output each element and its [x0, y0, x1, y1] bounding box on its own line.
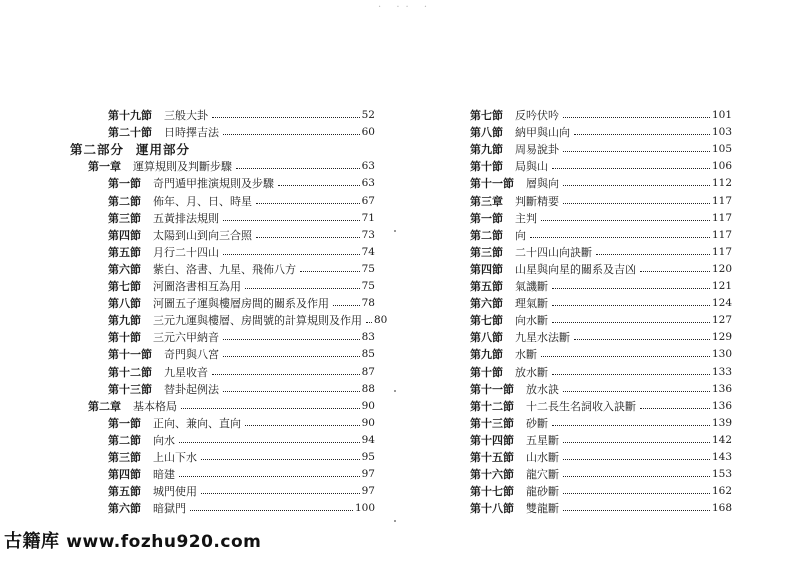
- toc-entry-page: 95: [361, 451, 375, 463]
- toc-entry: [470, 447, 732, 464]
- dot-leader: [563, 459, 710, 460]
- toc-entry: [108, 310, 388, 328]
- toc-entry-number: 第四節: [470, 262, 503, 276]
- toc-entry-title: 水斷: [515, 348, 537, 362]
- toc-entry-page: 63: [361, 177, 375, 190]
- dot-leader: [212, 374, 360, 375]
- toc-entry-title: 放水斷: [515, 365, 548, 379]
- toc-entry-page: 112: [711, 177, 732, 190]
- toc-entry-page: 124: [711, 297, 732, 310]
- scan-artifact: · ·· ·: [378, 2, 434, 13]
- dot-leader: [212, 117, 360, 118]
- toc-entry-number: 第十節: [470, 365, 503, 379]
- toc-entry-title: 佈年、月、日、時星: [153, 194, 252, 208]
- toc-entry: [108, 191, 375, 208]
- toc-entry: [108, 208, 375, 225]
- toc-entry-title: 龍砂斷: [526, 485, 559, 499]
- dot-leader: [201, 493, 360, 494]
- toc-entry: [70, 139, 192, 156]
- toc-entry-number: 第四節: [108, 228, 141, 242]
- toc-entry-page: 67: [361, 194, 375, 207]
- toc-entry: [470, 464, 732, 481]
- toc-entry-page: 121: [711, 280, 732, 292]
- toc-entry: [470, 498, 732, 515]
- toc-entry-title: 替卦起例法: [164, 382, 219, 396]
- toc-entry-title: 二十四山向訣斷: [515, 245, 592, 259]
- toc-entry-page: 63: [361, 160, 375, 173]
- toc-entry-title: 五黃排法規則: [153, 211, 219, 225]
- toc-entry-page: 52: [361, 109, 375, 121]
- toc-entry-title: 局與山: [515, 160, 548, 174]
- toc-entry-title: 暗獄門: [153, 502, 186, 516]
- toc-entry-page: 136: [711, 399, 732, 412]
- toc-entry-title: 河圖五子運與樓層房間的關系及作用: [153, 297, 329, 311]
- toc-entry-number: 第三節: [108, 211, 141, 225]
- toc-entry: [470, 225, 732, 242]
- toc-entry-number: 第五節: [470, 280, 503, 293]
- toc-entry-title: 氣譏斷: [515, 280, 548, 293]
- dot-leader: [245, 288, 360, 289]
- toc-entry: [108, 259, 375, 276]
- toc-entry: [470, 327, 732, 344]
- toc-entry-number: 第三章: [470, 194, 503, 208]
- dot-leader: [278, 185, 360, 186]
- toc-entry: [470, 191, 732, 208]
- toc-entry-title: 山星與向星的關系及吉凶: [515, 262, 636, 276]
- toc-entry-title: 日時擇吉法: [164, 126, 219, 140]
- toc-entry-page: 162: [711, 485, 732, 498]
- toc-entry: [108, 498, 375, 515]
- toc-entry-title: 周易說卦: [515, 143, 559, 157]
- toc-entry-number: 第十四節: [470, 433, 514, 447]
- dot-leader: [574, 134, 710, 135]
- toc-entry: [470, 259, 732, 276]
- toc-entry-page: 74: [361, 245, 375, 258]
- toc-entry-title: 上山下水: [153, 451, 197, 464]
- toc-entry-page: 168: [711, 502, 732, 515]
- dot-leader: [563, 117, 710, 118]
- toc-entry-page: 80: [374, 314, 388, 327]
- toc-entry: [108, 379, 375, 396]
- toc-entry-page: 75: [361, 280, 375, 292]
- dot-leader: [223, 339, 360, 340]
- toc-entry-title: 雙龍斷: [526, 502, 559, 516]
- dot-leader: [563, 185, 710, 186]
- toc-entry-title: 暗建: [153, 468, 175, 482]
- toc-entry-page: 73: [361, 228, 375, 241]
- toc-entry: [108, 327, 375, 344]
- toc-entry-title: 奇門遁甲推演規則及步驟: [153, 177, 274, 191]
- toc-entry: [108, 447, 375, 464]
- toc-entry-page: 139: [711, 416, 732, 429]
- dot-leader: [256, 203, 360, 204]
- toc-entry-number: 第五節: [108, 245, 141, 259]
- toc-entry-number: 第十七節: [470, 485, 514, 499]
- toc-entry-number: 第一節: [108, 177, 141, 191]
- toc-entry-number: 第七節: [470, 109, 503, 122]
- dot-leader: [300, 271, 360, 272]
- toc-entry-number: 第二部分: [70, 142, 125, 158]
- toc-entry-title: 反吟伏吟: [515, 109, 559, 122]
- spine-dot: [394, 520, 396, 522]
- toc-entry-number: 第六節: [470, 297, 503, 311]
- dot-leader: [563, 151, 710, 152]
- dot-leader: [223, 391, 360, 392]
- toc-entry-title: 紫白、洛書、九星、飛佈八方: [153, 262, 296, 276]
- toc-entry-number: 第十五節: [470, 451, 514, 464]
- toc-entry-title: 十二長生名詞收入訣斷: [526, 399, 636, 413]
- toc-entry-title: 九星收音: [164, 365, 208, 379]
- toc-entry-page: 105: [711, 143, 732, 156]
- toc-entry-number: 第二節: [470, 228, 503, 242]
- toc-entry-number: 第二章: [88, 399, 121, 413]
- toc-entry-page: 129: [711, 331, 732, 344]
- toc-entry-page: 142: [711, 433, 732, 446]
- toc-entry-number: 第六節: [108, 262, 141, 276]
- toc-entry: [470, 481, 732, 498]
- toc-entry-number: 第十二節: [470, 399, 514, 413]
- dot-leader: [236, 168, 360, 169]
- dot-leader: [574, 339, 710, 340]
- toc-entry-page: 117: [711, 194, 732, 207]
- toc-entry-number: 第十節: [470, 160, 503, 174]
- toc-entry-number: 第七節: [470, 314, 503, 328]
- site-name: 古籍库: [4, 531, 60, 552]
- dot-leader: [552, 374, 710, 375]
- toc-entry-title: 基本格局: [133, 399, 177, 413]
- toc-entry-number: 第二節: [108, 194, 141, 208]
- toc-entry-page: 97: [361, 485, 375, 498]
- toc-entry-number: 第五節: [108, 485, 141, 499]
- toc-entry-title: 運用部分: [136, 142, 191, 158]
- toc-entry-number: 第十節: [108, 331, 141, 345]
- toc-entry: [88, 156, 375, 173]
- toc-entry-title: 主判: [515, 211, 537, 225]
- toc-entry-title: 納甲與山向: [515, 126, 570, 140]
- toc-entry-number: 第一節: [108, 416, 141, 430]
- dot-leader: [223, 134, 360, 135]
- toc-entry-page: 90: [361, 399, 375, 412]
- dot-leader: [541, 220, 710, 221]
- toc-entry: [470, 413, 732, 430]
- toc-entry-number: 第四節: [108, 468, 141, 482]
- dot-leader: [552, 305, 710, 306]
- toc-entry-page: 97: [361, 468, 375, 481]
- toc-entry: [470, 156, 732, 173]
- toc-entry-number: 第一章: [88, 160, 121, 174]
- toc-entry: [108, 105, 375, 122]
- dot-leader: [596, 254, 710, 255]
- toc-entry: [470, 362, 732, 379]
- toc-entry: [108, 464, 375, 481]
- dot-leader: [366, 322, 372, 323]
- toc-entry-page: 117: [711, 228, 732, 241]
- toc-entry-number: 第九節: [108, 314, 141, 328]
- toc-entry: [108, 173, 375, 190]
- dot-leader: [563, 203, 710, 204]
- toc-entry-page: 87: [361, 365, 375, 378]
- toc-entry-page: 117: [711, 211, 732, 224]
- toc-entry-title: 向: [515, 228, 526, 242]
- toc-entry-page: 94: [361, 433, 375, 446]
- toc-entry-number: 第二十節: [108, 126, 152, 140]
- toc-entry-title: 三般大卦: [164, 109, 208, 122]
- toc-entry-page: 101: [711, 109, 732, 121]
- dot-leader: [552, 425, 710, 426]
- toc-entry: [470, 208, 732, 225]
- toc-entry-page: 106: [711, 160, 732, 173]
- toc-entry-page: 120: [711, 262, 732, 275]
- toc-entry-page: 90: [361, 416, 375, 429]
- toc-entry-page: 153: [711, 468, 732, 481]
- toc-entry-page: 133: [711, 365, 732, 378]
- dot-leader: [563, 442, 710, 443]
- toc-entry-number: 第二節: [108, 433, 141, 447]
- dot-leader: [190, 510, 353, 511]
- toc-entry-page: 117: [711, 245, 732, 258]
- toc-entry-number: 第九節: [470, 143, 503, 157]
- toc-entry-number: 第十八節: [470, 502, 514, 516]
- dot-leader: [179, 476, 360, 477]
- dot-leader: [201, 459, 360, 460]
- dot-leader: [179, 442, 360, 443]
- toc-entry-number: 第十三節: [470, 416, 514, 430]
- toc-entry: [108, 122, 375, 139]
- dot-leader: [530, 237, 710, 238]
- toc-entry-number: 第八節: [470, 126, 503, 140]
- dot-leader: [223, 356, 360, 357]
- toc-entry: [470, 276, 732, 293]
- toc-entry-page: 130: [711, 348, 732, 361]
- toc-entry-page: 71: [361, 211, 375, 224]
- toc-entry-page: 83: [361, 331, 375, 344]
- dot-leader: [181, 408, 360, 409]
- dot-leader: [640, 271, 710, 272]
- toc-entry-title: 向水斷: [515, 314, 548, 328]
- toc-entry-number: 第六節: [108, 502, 141, 516]
- toc-entry: [470, 344, 732, 361]
- toc-entry-title: 太陽到山到向三合照: [153, 228, 252, 242]
- toc-entry: [470, 293, 732, 310]
- toc-entry: [470, 310, 732, 327]
- toc-entry: [88, 396, 375, 413]
- toc-entry-page: 127: [711, 314, 732, 327]
- dot-leader: [541, 356, 710, 357]
- toc-entry: [470, 430, 732, 447]
- toc-entry-number: 第九節: [470, 348, 503, 362]
- toc-entry-number: 第一節: [470, 211, 503, 225]
- dot-leader: [552, 288, 710, 289]
- toc-entry-number: 第三節: [470, 245, 503, 259]
- toc-entry-title: 城門使用: [153, 485, 197, 499]
- toc-entry: [470, 139, 732, 156]
- toc-entry: [108, 413, 375, 430]
- toc-entry-number: 第八節: [108, 297, 141, 311]
- toc-entry-page: 103: [711, 126, 732, 139]
- toc-entry: [470, 379, 732, 396]
- dot-leader: [552, 168, 710, 169]
- toc-entry-number: 第十三節: [108, 382, 152, 396]
- toc-entry-title: 月行二十四山: [153, 245, 219, 259]
- toc-entry-title: 奇門與八宮: [164, 348, 219, 362]
- toc-entry-title: 砂斷: [526, 416, 548, 430]
- toc-entry-title: 三元六甲納音: [153, 331, 219, 345]
- toc-entry: [108, 344, 375, 361]
- dot-leader: [256, 237, 360, 238]
- toc-entry-number: 第十一節: [108, 348, 152, 362]
- toc-entry: [108, 430, 375, 447]
- toc-entry-title: 河圖洛書相互為用: [153, 280, 241, 293]
- spine-dot: [394, 230, 396, 232]
- toc-entry-number: 第十九節: [108, 109, 152, 122]
- toc-entry-title: 九星水法斷: [515, 331, 570, 345]
- toc-entry: [108, 293, 375, 310]
- toc-entry-number: 第十一節: [470, 382, 514, 396]
- toc-entry-page: 75: [361, 262, 375, 275]
- dot-leader: [563, 510, 710, 511]
- toc-entry-page: 88: [361, 382, 375, 395]
- toc-entry: [108, 276, 375, 293]
- watermark-footer: [4, 527, 261, 553]
- dot-leader: [333, 305, 360, 306]
- toc-entry: [470, 122, 732, 139]
- dot-leader: [640, 408, 710, 409]
- toc-entry-title: 正向、兼向、直向: [153, 416, 241, 430]
- dot-leader: [245, 425, 360, 426]
- toc-entry: [108, 362, 375, 379]
- toc-entry-title: 放水訣: [526, 382, 559, 396]
- dot-leader: [563, 476, 710, 477]
- toc-entry: [470, 242, 732, 259]
- toc-entry-number: 第十六節: [470, 468, 514, 482]
- toc-entry-title: 層與向: [526, 177, 559, 191]
- toc-entry: [108, 481, 375, 498]
- toc-entry-number: 第十一節: [470, 177, 514, 191]
- dot-leader: [223, 220, 360, 221]
- toc-entry-title: 三元九運與樓層、房間號的計算規則及作用: [153, 314, 362, 328]
- toc-entry-title: 運算規則及判斷步驟: [133, 160, 232, 174]
- toc-entry-page: 143: [711, 451, 732, 463]
- toc-entry-number: 第七節: [108, 280, 141, 293]
- toc-entry-page: 85: [361, 348, 375, 361]
- site-url: www.fozhu920.com: [66, 532, 262, 552]
- dot-leader: [223, 254, 360, 255]
- toc-entry: [470, 173, 732, 190]
- toc-entry-title: 龍穴斷: [526, 468, 559, 482]
- toc-entry: [470, 396, 732, 413]
- dot-leader: [563, 391, 710, 392]
- toc-entry: [108, 225, 375, 242]
- dot-leader: [563, 493, 710, 494]
- toc-entry: [470, 105, 732, 122]
- toc-entry-page: 136: [711, 382, 732, 395]
- toc-entry-title: 理氣斷: [515, 297, 548, 311]
- toc-entry-number: 第三節: [108, 451, 141, 464]
- dot-leader: [552, 322, 710, 323]
- toc-entry-title: 山水斷: [526, 451, 559, 464]
- toc-entry-number: 第十二節: [108, 365, 152, 379]
- toc-entry-title: 判斷精要: [515, 194, 559, 208]
- toc-entry-page: 60: [361, 126, 375, 139]
- toc-entry-page: 100: [354, 502, 375, 515]
- toc-entry-number: 第八節: [470, 331, 503, 345]
- spine-dot: [394, 390, 396, 392]
- toc-entry: [108, 242, 375, 259]
- toc-entry-page: 78: [361, 297, 375, 310]
- toc-entry-title: 五星斷: [526, 433, 559, 447]
- toc-entry-title: 向水: [153, 433, 175, 447]
